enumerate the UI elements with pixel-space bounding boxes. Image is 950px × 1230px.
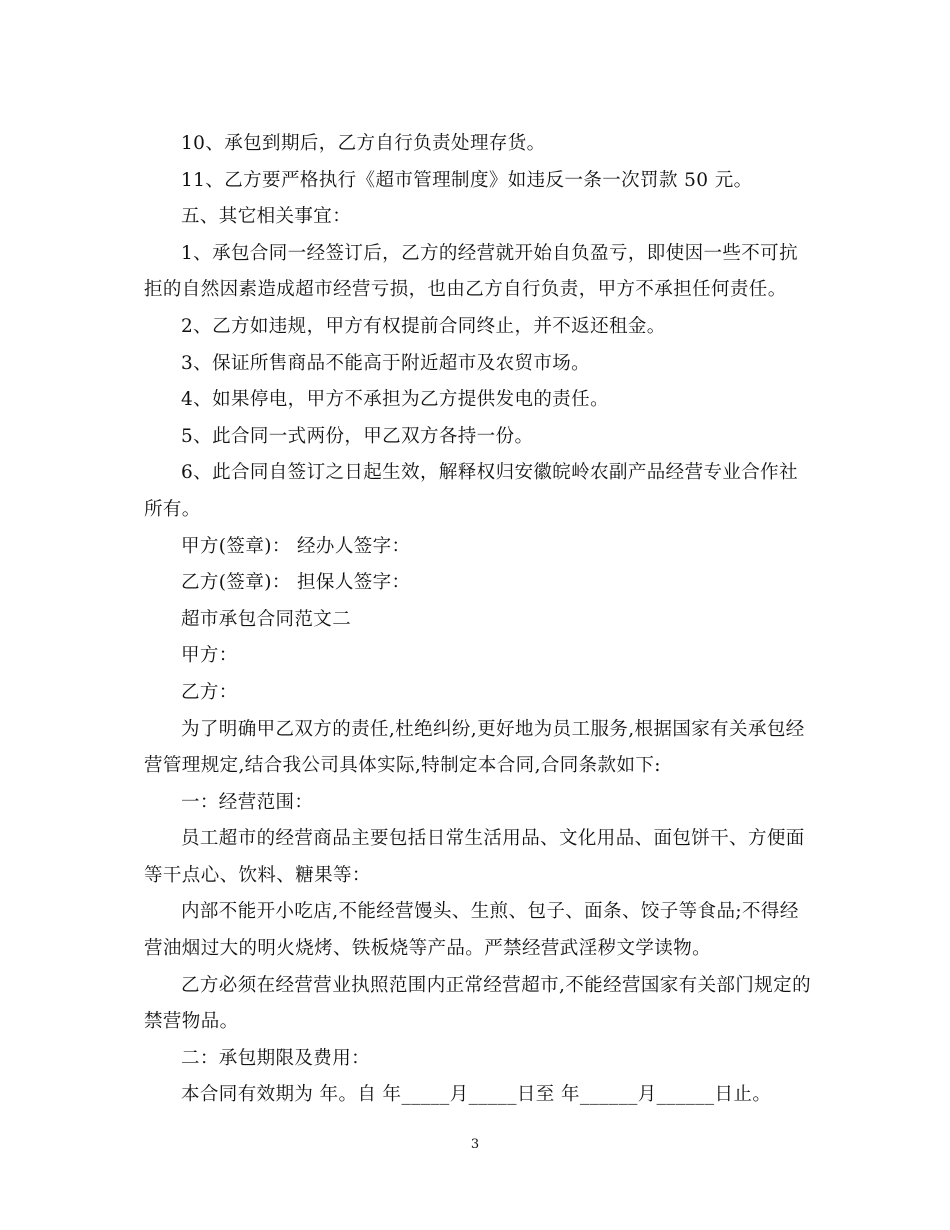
paragraph-misc-2: 2、乙方如违规，甲方有权提前合同终止，并不返还租金。 <box>181 315 666 337</box>
paragraph-misc-3: 3、保证所售商品不能高于附近超市及农贸市场。 <box>181 352 591 374</box>
section-heading-misc: 五、其它相关事宜： <box>181 206 352 228</box>
paragraph-misc-5: 5、此合同一式两份，甲乙双方各持一份。 <box>181 425 534 447</box>
paragraph-misc-6: 6、此合同自签订之日起生效，解释权归安徽皖岭农副产品经营专业合作社所有。 <box>144 462 798 520</box>
party-b-line: 乙方： <box>181 681 238 703</box>
paragraph-misc-4: 4、如果停电，甲方不承担为乙方提供发电的责任。 <box>181 389 609 411</box>
paragraph-scope-license: 乙方必须在经营营业执照范围内正常经营超市,不能经营国家有关部门规定的禁营物品。 <box>144 974 811 1033</box>
party-a-line: 甲方： <box>181 645 238 667</box>
paragraph-item-10: 10、承包到期后，乙方自行负责处理存货。 <box>181 133 546 154</box>
section-heading-term: 二：承包期限及费用： <box>181 1047 371 1069</box>
page-number: 3 <box>470 1137 480 1152</box>
paragraph-misc-1: 1、承包合同一经签订后，乙方的经营就开始自负盈亏，即使因一些不可抗拒的自然因素造成超市经营亏损，也由乙方自行负责，甲方不承担任何责任。 <box>144 242 798 301</box>
signature-party-a: 甲方(签章)： 经办人签字： <box>181 535 411 557</box>
signature-party-b: 乙方(签章)： 担保人签字： <box>181 572 411 594</box>
section-heading-scope: 一：经营范围： <box>181 791 314 813</box>
paragraph-term-period: 本合同有效期为 年。自 年_____月_____日至 年______月______日止。 <box>181 1084 772 1106</box>
paragraph-item-11: 11、乙方要严格执行《超市管理制度》如违反一条一次罚款 50 元。 <box>181 169 753 191</box>
contract-preamble: 为了明确甲乙双方的责任,杜绝纠纷,更好地为员工服务,根据国家有关承包经营管理规定,结合我公司具体实际,特制定本合同,合同条款如下: <box>144 718 805 777</box>
paragraph-scope-goods: 员工超市的经营商品主要包括日常生活用品、文化用品、面包饼干、方便面等干点心、饮料、糖果等： <box>144 828 805 886</box>
paragraph-scope-restrictions: 内部不能开小吃店,不能经营馒头、生煎、包子、面条、饺子等食品;不得经营油烟过大的明火烧烤、铁板烧等产品。严禁经营武淫秽文学读物。 <box>144 901 799 960</box>
document-body <box>144 126 816 1114</box>
contract-two-title: 超市承包合同范文二 <box>181 608 352 630</box>
